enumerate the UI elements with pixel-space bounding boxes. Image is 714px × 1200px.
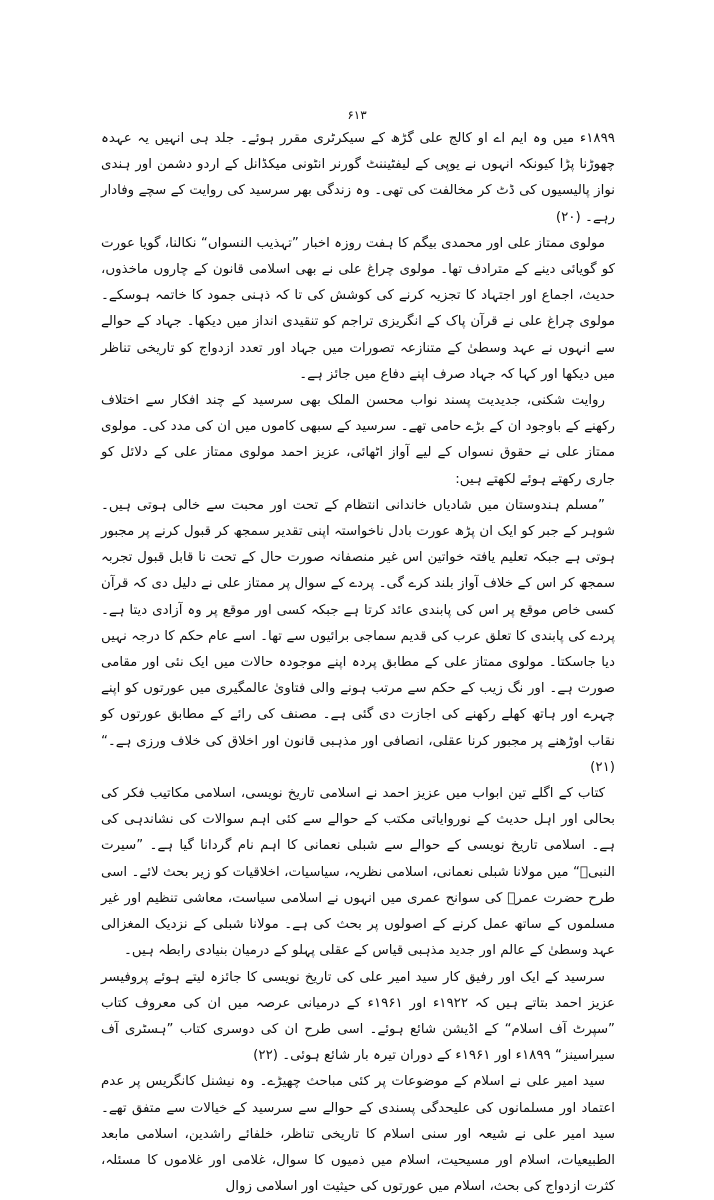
paragraph: کتاب کے اگلے تین ابواب میں عزیز احمد نے اسلامی تاریخ نویسی، اسلامی مکاتیب فکر کی بحالی اور اہل حدیث کے نوروایاتی مکتب کے حوالے سے کئی اہم سوالات کی نشاندہی کی ہے۔ اسلامی تاریخ نویسی کے حوالے سے شبلی نعمانی کا اہم نام گردانا گیا ہے۔ ”سیرت النبیؐ“ میں مولانا شبلی نعمانی، اسلامی نظریہ، سیاسیات، اخلاقیات کو زیر بحث لائے۔ اسی طرح حضرت عمرؓ کی سوانح عمری میں انہوں نے اسلامی سیاست، معاشی تنظیم اور غیر مسلموں کے ساتھ عمل کرنے کے اصولوں پر بحث کی ہے۔ مولانا شبلی کے نزدیک المغزالی عہد وسطیٰ کے عالم اور جدید مذہبی قیاس کے عقلی پہلو کے درمیان بنیادی رابطہ ہیں۔	[101, 786, 615, 959]
page-number: ۶۱۳	[347, 108, 367, 122]
paragraph: ۱۸۹۹ء میں وہ ایم اے او کالج علی گڑھ کے سیکرٹری مقرر ہوئے۔ جلد ہی انہیں یہ عہدہ چھوڑنا پڑا کیونکہ انہوں نے یوپی کے لیفٹیننٹ گورنر انٹونی میکڈانل کے اردو دشمن اور ہندی نواز پالیسیوں کی ڈٹ کر مخالفت کی تھی۔ وہ زندگی بھر سرسید کی روایت کے سچے وفادار رہے۔ (۲۰)	[101, 131, 615, 225]
paragraph: مولوی ممتاز علی اور محمدی بیگم کا ہفت روزہ اخبار ”تہذیب النسواں“ نکالنا، گویا عورت کو گویائی دینے کے مترادف تھا۔ مولوی چراغ علی نے بھی اسلامی قانون کے چاروں ماخذوں، حدیث، اجماع اور اجتہاد کا تجزیہ کرنے کی کوشش کی تا کہ ذہنی جمود کا خاتمہ ہوسکے۔ مولوی چراغ علی نے قرآن پاک کے انگریزی تراجم کو تنقیدی انداز میں دیکھا۔ جہاد کے حوالے سے انہوں نے عہد وسطیٰ کے متنازعہ تصورات میں جہاد اور تعدد ازدواج کو تاریخی تناظر میں دیکھا اور کہا کہ جہاد صرف اپنے دفاع میں جائز ہے۔	[101, 235, 615, 382]
paragraph: روایت شکنی، جدیدیت پسند نواب محسن الملک بھی سرسید کے چند افکار سے اختلاف رکھنے کے باوجود ان کے بڑے حامی تھے۔ سرسید کے سبھی کاموں میں ان کی مدد کی۔ مولوی ممتاز علی نے حقوق نسواں کے لیے آواز اٹھائی، عزیز احمد مولوی ممتاز علی کے دلائل کو جاری رکھتے ہوئے لکھتے ہیں:	[101, 393, 615, 487]
paragraph: سید امیر علی نے اسلام کے موضوعات پر کئی مباحث چھیڑے۔ وہ نیشنل کانگریس پر عدم اعتماد اور مسلمانوں کی علیحدگی پسندی کے حوالے سے سرسید کے خیالات سے متفق تھے۔ سید امیر علی نے شیعہ اور سنی اسلام کا تاریخی تناظر، خلفائے راشدین، اسلامی مابعد الطبیعیات، اسلام اور مسیحیت، اسلام میں ذمیوں کا سوال، غلامی اور غلاموں کا مسئلہ، کثرت ازدواج کی بحث، اسلام میں عورتوں کی حیثیت اور اسلامی زوال	[101, 1074, 615, 1195]
paragraph: سرسید کے ایک اور رفیق کار سید امیر علی کی تاریخ نویسی کا جائزہ لیتے ہوئے پروفیسر عزیز احمد بتاتے ہیں کہ ۱۹۲۲ء اور ۱۹۶۱ء کے درمیانی عرصہ میں ان کی معروف کتاب ”سپرٹ آف اسلام“ کے اڈیشن شائع ہوئے۔ اسی طرح ان کی دوسری کتاب ”ہسٹری آف سیراسینز“ ۱۸۹۹ء اور ۱۹۶۱ء کے دوران تیرہ بار شائع ہوئی۔ (۲۲)	[101, 969, 615, 1064]
block-quote: ”مسلم ہندوستان میں شادیاں خاندانی انتظام کے تحت اور محبت سے خالی ہوتی ہیں۔ شوہر کے جبر کو ایک ان پڑھ عورت بادل ناخواستہ اپنی تقدیر سمجھ کر قبول کرنے پر مجبور ہوتی ہے جبکہ تعلیم یافتہ خواتین اس غیر منصفانہ صورت حال کے تحت نا قابل قبول تجربہ سمجھ کر اس کے خلاف آواز بلند کرے گی۔ پردے کے سوال پر ممتاز علی نے دلیل دی کہ قرآن کسی خاص موقع پر اس کی پابندی عائد کرتا ہے جبکہ کسی اور موقع پر وہ آزادی دیتا ہے۔ پردے کی پابندی کا تعلق عرب کی قدیم سماجی برائیوں سے تھا۔ اسے عام حکم کا درجہ نہیں دیا جاسکتا۔ مولوی ممتاز علی کے مطابق پردہ اپنے موجودہ حالات میں ایک نئی اور مقامی صورت ہے۔ اور نگ زیب کے حکم سے مرتب ہونے والی فتاویٰ عالمگیری میں عورتوں کو اپنے چہرے اور ہاتھ کھلے رکھنے کی اجازت دی گئی ہے۔ مصنف کی رائے کے مطابق عورتوں کو نقاب اوڑھنے پر مجبور کرنا عقلی، انصافی اور مذہبی قانون اور اخلاق کی خلاف ورزی ہے۔“ (۲۱)	[101, 497, 615, 775]
body-text	[101, 126, 615, 1200]
